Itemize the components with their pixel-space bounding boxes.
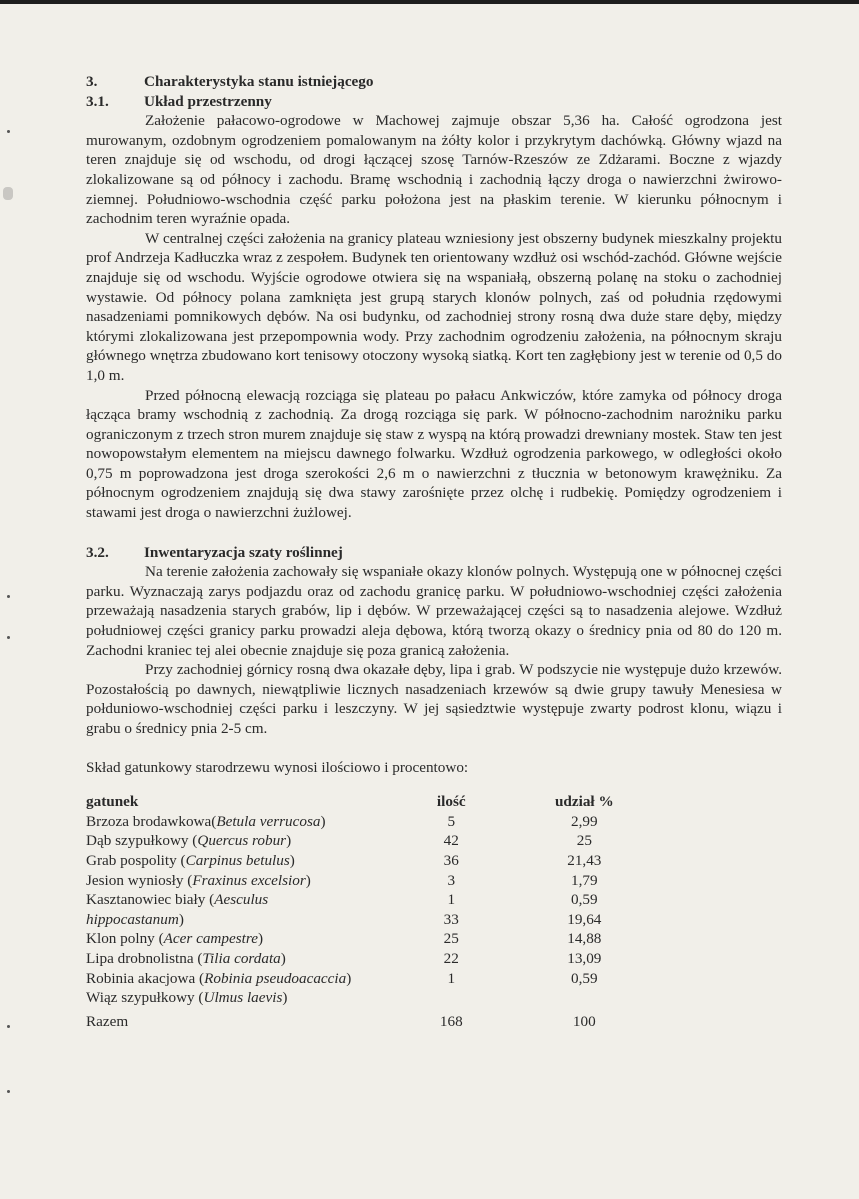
species-table-body <box>86 812 654 1008</box>
species-name-suffix: ) <box>280 949 286 967</box>
species-latin-name: Fraxinus excelsior <box>192 871 306 889</box>
species-common-name: Brzoza brodawkowa( <box>86 812 217 830</box>
species-name-suffix: ) <box>286 832 292 850</box>
paragraph: Przed północną elewacją rozciąga się plateau po pałacu Ankwiczów, które zamyka od północy droga łącząca bramy wschodnią z zachodnią. Za drogą rozciąga się park. W północno-zachodnim narożniku parku ograniczonym z trzech stron murem znajduje się staw z wyspą na którą prowadzi drewniany mostek. Staw ten jest nowopowstałym elementem na miejscu dawnego folwarku. Wzdłuż ogrodzenia parkowego, w odległości około 0,75 m poprowadzona jest droga szerokości 2,6 m o nawierzchni z tłucznia w betonowym krawężniku. Za północnym ogrodzeniem znajdują się dwa stawy zarośnięte przez olchę i rudbekię. Pomiędzy ogrodzeniem i stawami jest droga o nawierzchni żużlowej. <box>86 386 782 522</box>
section-title: Inwentaryzacja szaty roślinnej <box>144 543 343 561</box>
species-quantity <box>418 988 485 1008</box>
species-latin-name: Aesculus <box>214 891 269 909</box>
species-quantity: 1 <box>447 969 456 987</box>
paragraph: Na terenie założenia zachowały się wspaniałe okazy klonów polnych. Występują one w północnej części parku. Wyznaczają zarys podjazdu oraz od zachodu granicę parku. W południowo-wschodniej części założenia przeważają nasadzenia starych grabów, lip i dębów. W przeważającej części są to nasadzenia alejowe. Wzdłuż południowej części granicy parku prowadzi aleja dębowa, którą tworzą okazy o średnicy pnia od 80 do 120 m. Zachodni kraniec tej alei obecnie znajduje się poza granicą założenia. <box>86 563 782 659</box>
species-share: 0,59 <box>571 969 598 987</box>
scan-margin-mark <box>3 187 13 200</box>
species-common-name: Wiąz szypułkowy ( <box>86 989 204 1007</box>
scan-margin-dot <box>7 636 10 639</box>
species-name-suffix: ) <box>289 851 295 869</box>
total-share: 100 <box>572 1012 596 1030</box>
column-header-species: gatunek <box>86 793 139 811</box>
scan-margin-dot <box>7 595 10 598</box>
species-latin-name: Tilia cordata <box>202 949 281 967</box>
species-name-cell <box>86 949 418 969</box>
species-share: 14,88 <box>567 930 602 948</box>
species-name-cell <box>86 969 418 989</box>
table-row <box>86 910 654 930</box>
table-row <box>86 949 654 969</box>
section-title: Układ przestrzenny <box>144 92 272 110</box>
species-quantity: 33 <box>443 910 459 928</box>
species-quantity: 22 <box>443 949 459 967</box>
species-name-suffix: ) <box>320 812 326 830</box>
species-latin-name: Quercus robur <box>197 832 287 850</box>
species-name-suffix: ) <box>282 989 288 1007</box>
species-name-cell <box>86 831 418 851</box>
species-common-name: Dąb szypułkowy ( <box>86 832 198 850</box>
species-common-name: Kasztanowiec biały ( <box>86 891 215 909</box>
table-row <box>86 890 654 910</box>
species-quantity: 25 <box>443 930 459 948</box>
species-quantity: 5 <box>447 812 456 830</box>
species-quantity: 1 <box>447 891 456 909</box>
total-label: Razem <box>86 1012 129 1030</box>
species-quantity: 36 <box>443 851 459 869</box>
total-quantity: 168 <box>439 1012 463 1030</box>
table-row <box>86 969 654 989</box>
paragraph: Założenie pałacowo-ogrodowe w Machowej zajmuje obszar 5,36 ha. Całość ogrodzona jest murowanym, ozdobnym ogrodzeniem pomalowanym na żółty kolor i przykrytym dachówką. Główny wjazd na teren znajduje się od wschodu, od drogi łączącej szosę Tarnów-Rzeszów ze Zdżarami. Boczne z wjazdy zlokalizowane są od północy i zachodu. Bramę wschodnią i zachodnią łączy droga o nawierzchni żwirowo-ziemnej. Południowo-wschodnia część parku położona jest na płaskim terenie. W kierunku północnym i zachodnim teren wyraźnie opada. <box>86 112 782 228</box>
table-header-row <box>86 792 654 812</box>
species-quantity: 42 <box>443 832 459 850</box>
document-page <box>86 72 782 1031</box>
scan-margin-dot <box>7 130 10 133</box>
section-3-1-heading <box>86 92 782 112</box>
table-row <box>86 812 654 832</box>
species-quantity: 3 <box>447 871 456 889</box>
species-share <box>485 988 654 1008</box>
section-number: 3.1. <box>86 92 109 110</box>
species-common-name: Klon polny ( <box>86 930 164 948</box>
paragraph: W centralnej części założenia na granicy plateau wzniesiony jest obszerny budynek mieszkalny projektu prof Andrzeja Kadłuczka wraz z zespołem. Budynek ten orientowany wzdłuż osi wschód-zachód. Główne wejście znajduje się od wschodu. Wyjście ogrodowe otwiera się na wspaniałą, obszerną polanę na stoku o zachodniej wystawie. Od północy polana zamknięta jest grupą starych klonów polnych, zaś od południa rzędowymi nasadzeniami pomnikowych dębów. Na osi budynku, od zachodniej strony rosną dwa duże stare dęby, między którymi zlokalizowana jest przepompownia wody. Przy zachodnim ogrodzeniu założenia, na północnym skraju głównego wnętrza zbudowano kort tenisowy otoczony wysoką siatką. Kort ten zagłębiony jest w terenie od 0,5 do 1,0 m. <box>86 229 782 384</box>
table-row <box>86 851 654 871</box>
species-share: 0,59 <box>571 891 598 909</box>
species-name-suffix: ) <box>305 871 311 889</box>
species-latin-name: Betula verrucosa <box>216 812 321 830</box>
species-name-cell <box>86 910 418 930</box>
species-share: 25 <box>576 832 592 850</box>
species-share: 1,79 <box>571 871 598 889</box>
species-name-suffix: ) <box>257 930 264 948</box>
species-name-cell <box>86 871 418 891</box>
section-number: 3.2. <box>86 543 109 561</box>
species-name-cell <box>86 929 418 949</box>
species-common-name: Robinia akacjowa ( <box>86 969 205 987</box>
scan-top-edge <box>0 0 859 4</box>
species-common-name: Jesion wyniosły ( <box>86 871 193 889</box>
species-table <box>86 792 654 1031</box>
column-header-share: udział % <box>554 793 614 811</box>
table-row <box>86 929 654 949</box>
paragraph: Przy zachodniej górnicy rosną dwa okazałe dęby, lipa i grab. W podszycie nie występuje dużo krzewów. Pozostałością po dawnych, niewątpliwie licznych nasadzeniach krzewów są dwie grupy tawuły Menesiesa w połduniowo-wschodniej części parku i leszczyny. W jej sąsiedztwie występuje zwarty podrost klonu, wiązu i grabu o średnicy pnia 2-5 cm. <box>86 661 782 737</box>
species-name-cell <box>86 988 418 1008</box>
species-common-name: Lipa drobnolistna ( <box>86 949 203 967</box>
species-latin-name: Robinia pseudoacaccia <box>204 969 347 987</box>
species-name-cell <box>86 851 418 871</box>
table-total-row <box>86 1008 654 1032</box>
section-3-heading <box>86 72 782 92</box>
species-name-cell <box>86 890 418 910</box>
section-3-2-heading <box>86 543 782 563</box>
table-row <box>86 871 654 891</box>
species-common-name: Grab pospolity ( <box>86 851 186 869</box>
section-number: 3. <box>86 73 98 90</box>
species-latin-name: Ulmus laevis <box>203 989 283 1007</box>
scan-margin-dot <box>7 1025 10 1028</box>
species-latin-name: Carpinus betulus <box>185 851 290 869</box>
scan-margin-dot <box>7 1090 10 1093</box>
species-latin-name: Acer campestre <box>163 930 258 948</box>
species-share: 2,99 <box>571 812 598 830</box>
species-share: 21,43 <box>567 851 602 869</box>
table-row <box>86 988 654 1008</box>
table-row <box>86 831 654 851</box>
species-name-suffix: ) <box>346 969 352 987</box>
species-latin-name: hippocastanum <box>86 910 179 928</box>
table-intro: Skład gatunkowy starodrzewu wynosi ilościowo i procentowo: <box>86 758 469 776</box>
species-name-suffix: ) <box>178 910 184 928</box>
section-title: Charakterystyka stanu istniejącego <box>144 73 374 90</box>
column-header-quantity: ilość <box>436 793 466 811</box>
species-share: 19,64 <box>567 910 602 928</box>
species-name-cell <box>86 812 418 832</box>
species-share: 13,09 <box>567 949 602 967</box>
